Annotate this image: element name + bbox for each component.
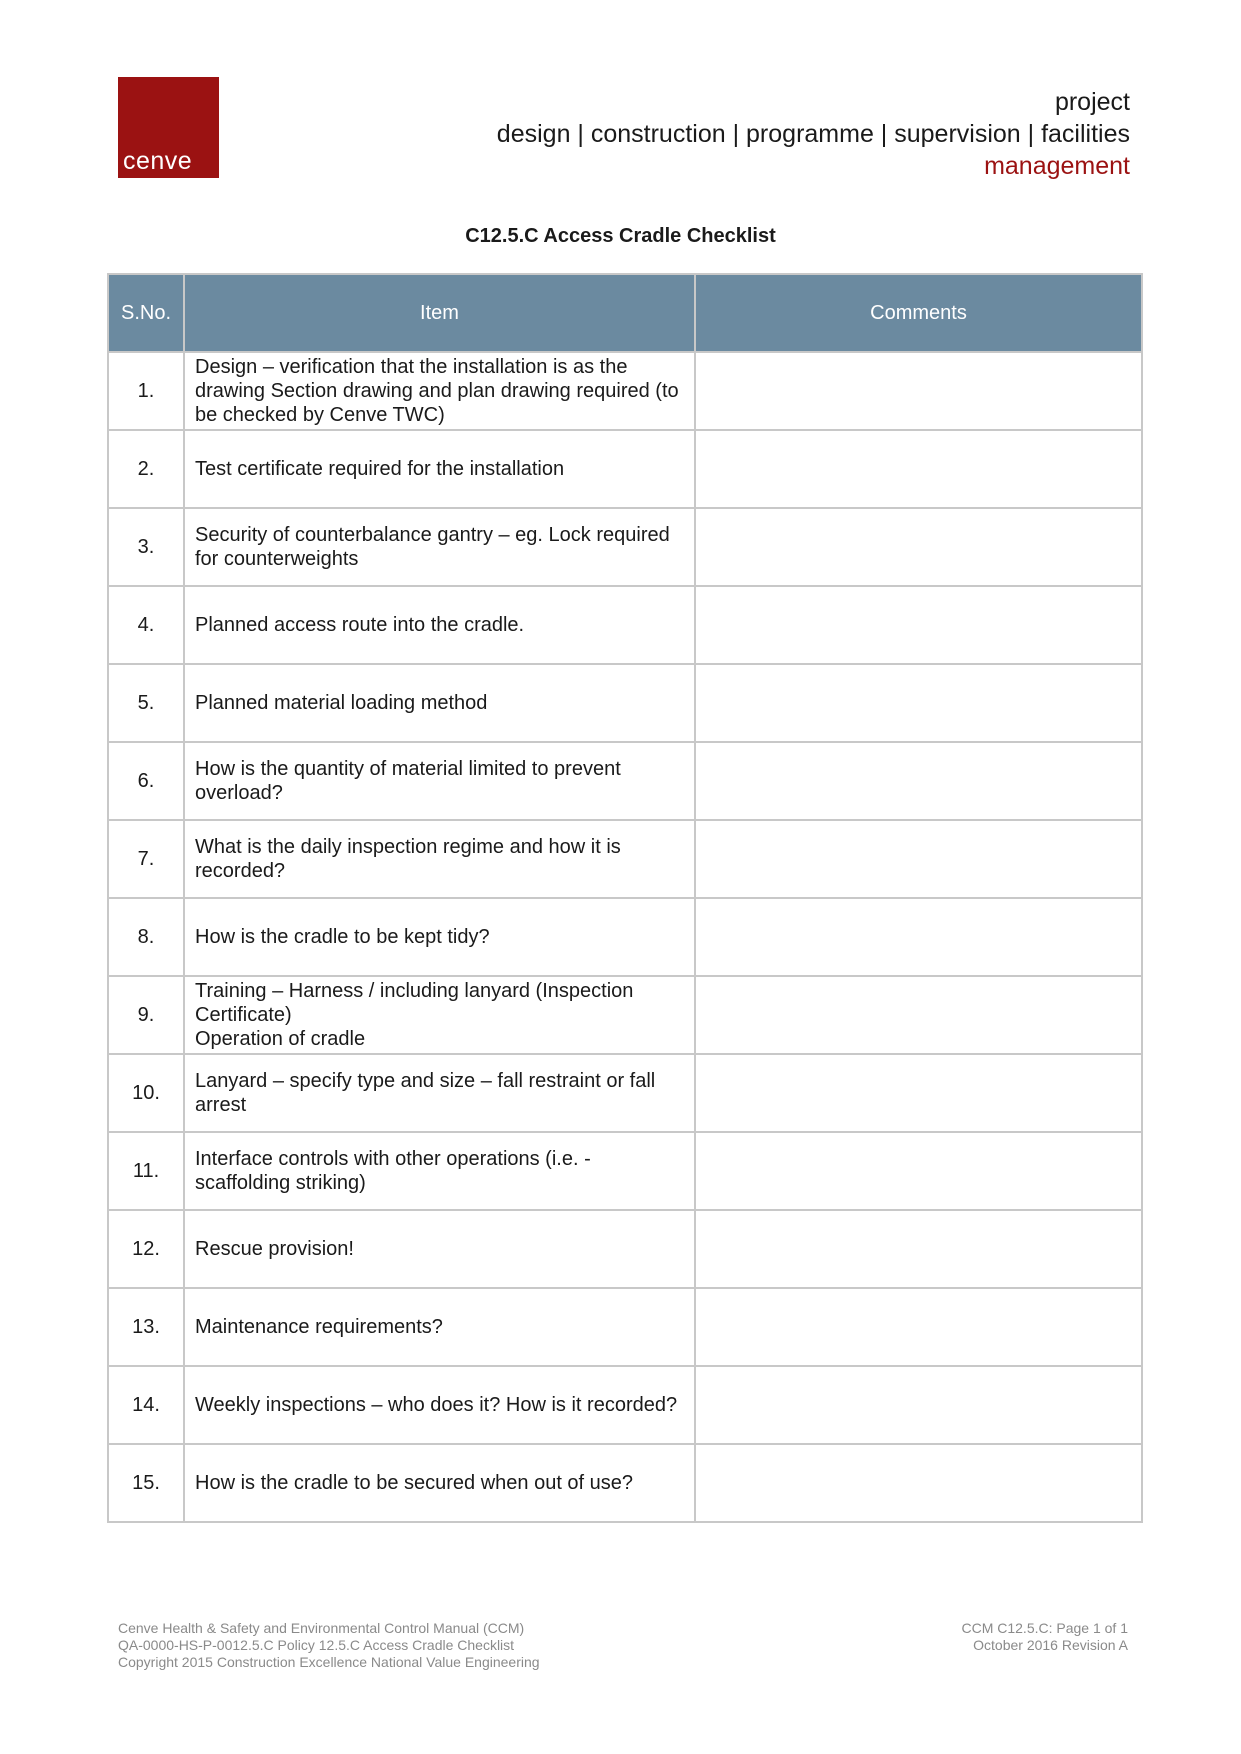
row-comment-cell[interactable] (695, 1444, 1142, 1522)
row-item-text: What is the daily inspection regime and how it is recorded? (195, 836, 621, 882)
row-number: 13. (108, 1288, 184, 1366)
row-comment-cell[interactable] (695, 1366, 1142, 1444)
row-number: 3. (108, 508, 184, 586)
row-comment-cell[interactable] (695, 1288, 1142, 1366)
header-tagline (497, 86, 1130, 182)
column-header-sno: S.No. (108, 274, 184, 352)
row-comment-cell[interactable] (695, 742, 1142, 820)
row-item-text: Training – Harness / including lanyard (Inspection Certificate) Operation of cradle (195, 980, 634, 1050)
table-row (108, 742, 1142, 820)
row-comment-cell[interactable] (695, 1210, 1142, 1288)
row-number: 8. (108, 898, 184, 976)
row-item-text: How is the cradle to be kept tidy? (195, 926, 490, 948)
row-comment-cell[interactable] (695, 508, 1142, 586)
footer-revision: October 2016 Revision A (973, 1637, 1128, 1653)
logo-text: cenve (123, 147, 193, 175)
row-number: 9. (108, 976, 184, 1054)
tagline-line-3: management (984, 152, 1130, 180)
row-item-text: Security of counterbalance gantry – eg. Lock required for counterweights (195, 524, 670, 570)
table-row (108, 430, 1142, 508)
cenve-logo (118, 77, 219, 178)
footer-document-ref: QA-0000-HS-P-0012.5.C Policy 12.5.C Access Cradle Checklist (118, 1637, 515, 1653)
row-item-cell (184, 664, 695, 742)
row-number: 2. (108, 430, 184, 508)
row-comment-cell[interactable] (695, 1132, 1142, 1210)
row-number: 15. (108, 1444, 184, 1522)
tagline-line-2: design | construction | programme | supervision | facilities (496, 120, 1130, 148)
table-row (108, 820, 1142, 898)
table-row (108, 898, 1142, 976)
row-item-cell (184, 1366, 695, 1444)
document-title: C12.5.C Access Cradle Checklist (465, 225, 776, 247)
footer-right (961, 1620, 1128, 1654)
table-row (108, 664, 1142, 742)
row-number: 1. (108, 352, 184, 430)
table-row (108, 586, 1142, 664)
row-item-cell (184, 1132, 695, 1210)
row-comment-cell[interactable] (695, 820, 1142, 898)
row-comment-cell[interactable] (695, 586, 1142, 664)
row-item-text: Planned material loading method (195, 692, 488, 714)
checklist-table (107, 273, 1143, 1523)
table-header-row (108, 274, 1142, 352)
row-item-text: Weekly inspections – who does it? How is it recorded? (195, 1394, 678, 1416)
row-comment-cell[interactable] (695, 898, 1142, 976)
row-item-text: How is the cradle to be secured when out of use? (195, 1472, 634, 1494)
row-comment-cell[interactable] (695, 352, 1142, 430)
row-item-text: Rescue provision! (195, 1238, 354, 1260)
table-row (108, 1288, 1142, 1366)
table-row (108, 976, 1142, 1054)
row-item-text: Design – verification that the installation is as the drawing Section drawing and plan drawing required (to be checked by Cenve TWC) (195, 356, 679, 426)
row-item-text: Interface controls with other operations (i.e. - scaffolding striking) (195, 1148, 591, 1194)
table-row (108, 1444, 1142, 1522)
row-comment-cell[interactable] (695, 1054, 1142, 1132)
row-item-cell (184, 742, 695, 820)
footer-left (118, 1620, 540, 1671)
table-row (108, 508, 1142, 586)
footer-copyright: Copyright 2015 Construction Excellence National Value Engineering (118, 1654, 540, 1670)
table-row (108, 1210, 1142, 1288)
column-header-comments: Comments (695, 274, 1142, 352)
table-row (108, 1366, 1142, 1444)
row-item-text: Planned access route into the cradle. (195, 614, 525, 636)
row-item-cell (184, 976, 695, 1054)
table-row (108, 1054, 1142, 1132)
column-header-item: Item (184, 274, 695, 352)
row-number: 4. (108, 586, 184, 664)
row-item-text: Maintenance requirements? (195, 1316, 443, 1338)
table-row (108, 352, 1142, 430)
row-comment-cell[interactable] (695, 664, 1142, 742)
row-number: 14. (108, 1366, 184, 1444)
row-comment-cell[interactable] (695, 430, 1142, 508)
row-number: 6. (108, 742, 184, 820)
row-item-cell (184, 1054, 695, 1132)
row-number: 7. (108, 820, 184, 898)
row-number: 12. (108, 1210, 184, 1288)
row-item-cell (184, 1210, 695, 1288)
row-item-cell (184, 1444, 695, 1522)
row-item-cell (184, 1288, 695, 1366)
row-item-cell (184, 898, 695, 976)
row-item-text: Test certificate required for the installation (195, 458, 565, 480)
footer-manual-name: Cenve Health & Safety and Environmental Control Manual (CCM) (118, 1620, 525, 1636)
row-item-cell (184, 820, 695, 898)
row-item-cell (184, 352, 695, 430)
row-item-cell (184, 430, 695, 508)
row-number: 5. (108, 664, 184, 742)
footer-page-number: CCM C12.5.C: Page 1 of 1 (961, 1620, 1128, 1636)
row-item-cell (184, 586, 695, 664)
table-row (108, 1132, 1142, 1210)
row-number: 11. (108, 1132, 184, 1210)
row-comment-cell[interactable] (695, 976, 1142, 1054)
tagline-line-1: project (1054, 88, 1130, 116)
row-item-text: Lanyard – specify type and size – fall restraint or fall arrest (195, 1070, 656, 1116)
row-number: 10. (108, 1054, 184, 1132)
row-item-text: How is the quantity of material limited to prevent overload? (195, 758, 621, 804)
row-item-cell (184, 508, 695, 586)
